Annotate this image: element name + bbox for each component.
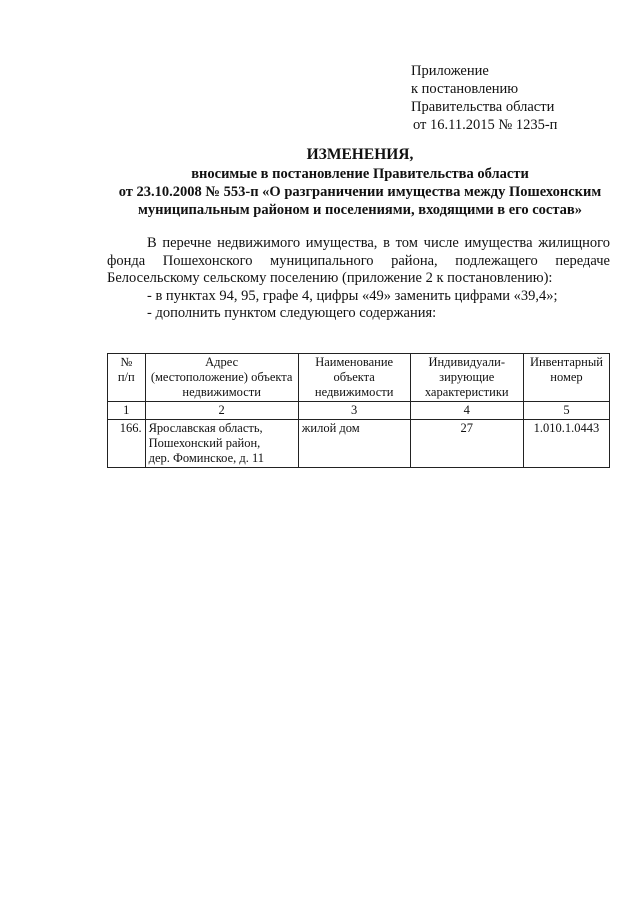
row-name: жилой дом: [298, 420, 410, 468]
document-heading: [60, 146, 640, 219]
header-address: [145, 354, 298, 402]
heading-line-4: муниципальным районом и поселениями, входящими в его состав»: [138, 202, 582, 218]
body-item-2: - дополнить пунктом следующего содержания:: [147, 305, 437, 321]
header-name-line-1: Наименование: [315, 355, 394, 369]
document-body: [107, 235, 610, 323]
header-inventory-line-1: Инвентарный: [529, 355, 603, 369]
heading-line-2: вносимые в постановление Правительства области: [191, 166, 529, 182]
header-num: [108, 354, 146, 402]
header-address-line-3: недвижимости: [182, 385, 261, 399]
table-header-row: [108, 354, 610, 402]
row-address-line-1: Ярославская область,: [148, 421, 263, 435]
index-cell: 5: [523, 402, 609, 420]
row-address: [145, 420, 298, 468]
row-num: 166.: [108, 420, 146, 468]
table-index-row: [108, 402, 610, 420]
header-characteristics-line-3: характеристики: [424, 385, 509, 399]
index-cell: 3: [298, 402, 410, 420]
body-paragraph: В перечне недвижимого имущества, в том числе имущества жилищного фонда Пошехонского муниципального района, подлежащего передаче Белосельскому сельскому поселению (приложение 2 к постановлению):: [107, 235, 610, 286]
header-address-line-2: (местоположение) объекта: [150, 370, 293, 384]
appendix-line-3: Правительства области: [411, 99, 555, 115]
appendix-line-1: Приложение: [411, 63, 489, 79]
header-num-line-1: №: [120, 355, 133, 369]
table-row: [108, 420, 610, 468]
index-cell: 1: [108, 402, 146, 420]
index-cell: 4: [410, 402, 523, 420]
heading-line-3: от 23.10.2008 № 553-п «О разграничении имущества между Пошехонским: [118, 184, 602, 200]
header-name-line-3: недвижимости: [314, 385, 394, 399]
header-inventory-line-2: номер: [550, 370, 583, 384]
header-name-line-2: объекта: [333, 370, 375, 384]
index-cell: 2: [145, 402, 298, 420]
row-inventory: 1.010.1.0443: [523, 420, 609, 468]
appendix-line-2: к постановлению: [411, 81, 519, 97]
row-address-line-2: Пошехонский район,: [148, 436, 261, 450]
header-characteristics: [410, 354, 523, 402]
header-characteristics-line-1: Индивидуали-: [428, 355, 506, 369]
row-characteristics: 27: [410, 420, 523, 468]
document-title: ИЗМЕНЕНИЯ,: [306, 146, 414, 163]
header-name: [298, 354, 410, 402]
appendix-block: [411, 62, 557, 134]
header-characteristics-line-2: зирующие: [439, 370, 495, 384]
header-address-line-1: Адрес: [205, 355, 239, 369]
body-item-1: - в пунктах 94, 95, графе 4, цифры «49» заменить цифрами «39,4»;: [147, 287, 558, 304]
appendix-date-line: от 16.11.2015 № 1235-п: [413, 117, 558, 133]
header-inventory: [523, 354, 609, 402]
header-num-line-2: п/п: [117, 370, 135, 384]
changes-table: [107, 353, 610, 468]
row-address-line-3: дер. Фоминское, д. 11: [148, 451, 265, 465]
